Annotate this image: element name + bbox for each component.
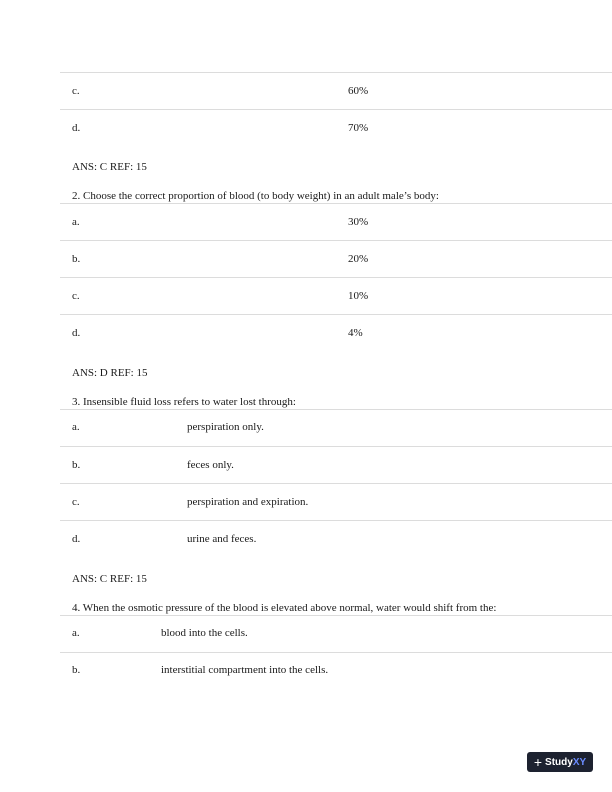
option-letter: c. xyxy=(72,85,80,97)
option-letter: b. xyxy=(72,459,81,471)
divider xyxy=(60,520,612,521)
logo-study-text: Study xyxy=(545,756,573,768)
option-letter: c. xyxy=(72,290,80,302)
divider xyxy=(60,314,612,315)
divider xyxy=(60,109,612,110)
option-letter: d. xyxy=(72,533,81,545)
option-text: feces only. xyxy=(187,459,234,471)
option-text: urine and feces. xyxy=(187,533,257,545)
option-text: perspiration and expiration. xyxy=(187,496,309,508)
option-letter: a. xyxy=(72,627,80,639)
answer-reference: ANS: C REF: 15 xyxy=(72,573,147,585)
divider xyxy=(60,409,612,410)
answer-reference: ANS: D REF: 15 xyxy=(72,367,148,379)
option-text: 20% xyxy=(348,253,369,265)
plus-icon: + xyxy=(533,754,543,770)
option-text: 30% xyxy=(348,216,369,228)
option-letter: a. xyxy=(72,216,80,228)
option-text: interstitial compartment into the cells. xyxy=(161,664,329,676)
question-text: 2. Choose the correct proportion of blood (to body weight) in an adult male’s body: xyxy=(72,190,439,202)
option-text: 60% xyxy=(348,85,369,97)
option-letter: d. xyxy=(72,122,81,134)
option-text: 4% xyxy=(348,327,363,339)
divider xyxy=(60,203,612,204)
divider xyxy=(60,277,612,278)
option-letter: b. xyxy=(72,253,81,265)
studyxy-logo[interactable] xyxy=(527,752,593,772)
divider xyxy=(60,240,612,241)
logo-xy-text: XY xyxy=(572,756,587,768)
divider xyxy=(60,483,612,484)
question-text: 3. Insensible fluid loss refers to water lost through: xyxy=(72,396,296,408)
divider xyxy=(60,446,612,447)
divider xyxy=(60,72,612,73)
option-text: 70% xyxy=(348,122,369,134)
option-letter: a. xyxy=(72,421,80,433)
question-text: 4. When the osmotic pressure of the blood is elevated above normal, water would shift from the: xyxy=(72,602,497,614)
option-letter: c. xyxy=(72,496,80,508)
option-text: 10% xyxy=(348,290,369,302)
option-letter: b. xyxy=(72,664,81,676)
option-text: perspiration only. xyxy=(187,421,264,433)
option-letter: d. xyxy=(72,327,81,339)
answer-reference: ANS: C REF: 15 xyxy=(72,161,147,173)
option-text: blood into the cells. xyxy=(161,627,248,639)
divider xyxy=(60,652,612,653)
divider xyxy=(60,615,612,616)
